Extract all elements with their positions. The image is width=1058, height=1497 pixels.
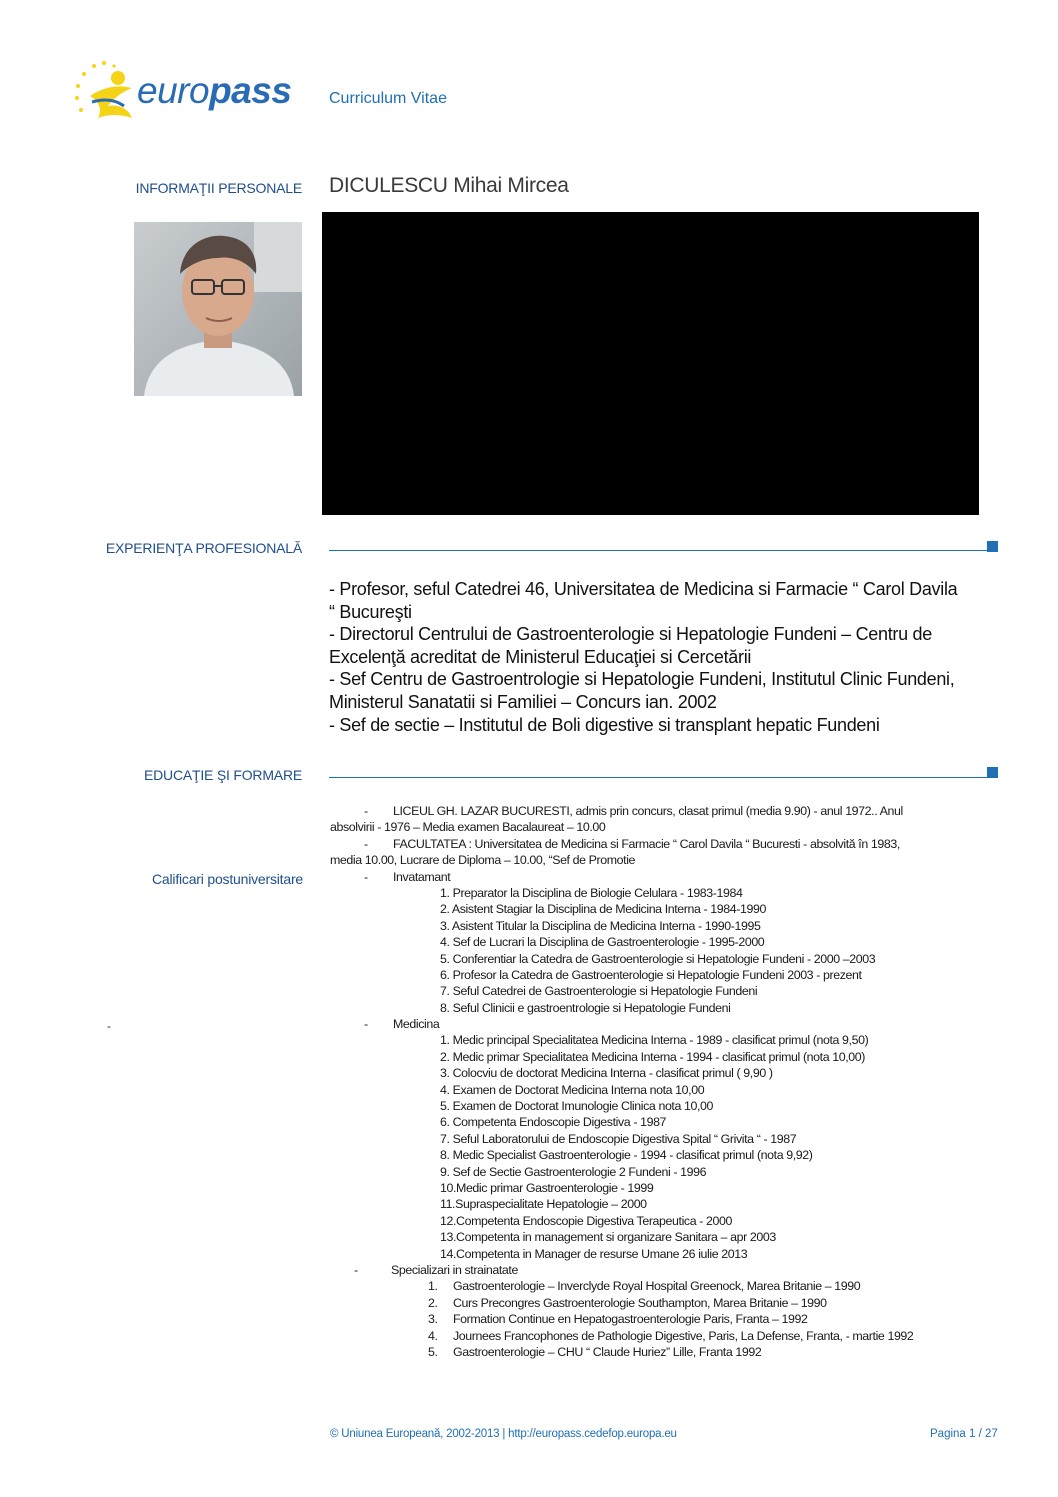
invatamant-item: 5. Conferentiar la Catedra de Gastroenterologie si Hepatologie Fundeni - 2000 –2003 xyxy=(440,951,876,966)
bullet-dash: - xyxy=(364,836,368,851)
list-item xyxy=(330,1147,1010,1163)
list-item xyxy=(330,1131,1010,1147)
full-name: DICULESCU Mihai Mircea xyxy=(329,174,569,197)
medicina-heading xyxy=(330,1016,1010,1032)
medicina-item: 4. Examen de Doctorat Medicina Interna nota 10,00 xyxy=(440,1082,705,1097)
list-item xyxy=(330,1278,1010,1294)
invatamant-item: 6. Profesor la Catedra de Gastroenterologie si Hepatologie Fundeni 2003 - prezent xyxy=(440,967,862,982)
liceu-entry xyxy=(330,803,1010,819)
item-number: 5. xyxy=(428,1344,438,1359)
postgraduate-qualifications-label: Calificari postuniversitare xyxy=(152,871,303,887)
medicina-item: 5. Examen de Doctorat Imunologie Clinica nota 10,00 xyxy=(440,1099,714,1114)
experience-line: - Sef de sectie – Institutul de Boli digestive si transplant hepatic Fundeni xyxy=(329,714,880,735)
medicina-item: 9. Sef de Sectie Gastroenterologie 2 Fundeni - 1996 xyxy=(440,1164,707,1179)
medicina-item: 14.Competenta in Manager de resurse Umane 26 iulie 2013 xyxy=(440,1246,748,1261)
education-label: EDUCAŢIE ŞI FORMARE xyxy=(144,767,302,783)
experience-line: Ministerul Sanatatii si Familiei – Concurs ian. 2002 xyxy=(329,691,717,712)
invatamant-heading xyxy=(330,869,1010,885)
item-number: 4. xyxy=(428,1328,438,1343)
education-divider xyxy=(329,777,987,778)
footer-copyright-link[interactable]: © Uniunea Europeană, 2002-2013 | http://europass.cedefop.europa.eu xyxy=(330,1428,677,1440)
margin-dash: - xyxy=(107,1019,111,1033)
europass-logo-text xyxy=(137,70,291,112)
medicina-item: 8. Medic Specialist Gastroenterologie - 1994 - clasificat primul (nota 9,92) xyxy=(440,1148,813,1163)
list-item xyxy=(330,1196,1010,1212)
strainatate-item: Curs Precongres Gastroenterologie Southampton, Marea Britanie – 1990 xyxy=(453,1295,827,1310)
strainatate-item: Formation Continue en Hepatogastroenterologie Paris, Franta – 1992 xyxy=(453,1312,808,1327)
strainatate-item: Journees Francophones de Pathologie Digestive, Paris, La Defense, Franta, - martie 1992 xyxy=(453,1328,914,1343)
medicina-item: 10.Medic primar Gastroenterologie - 1999 xyxy=(440,1180,654,1195)
facultate-text: FACULTATEA : Universitatea de Medicina si Farmacie “ Carol Davila “ Bucuresti - absolvită în 1983, xyxy=(393,836,900,851)
redacted-contact-block xyxy=(322,212,979,515)
list-item xyxy=(330,967,1010,983)
list-item xyxy=(330,918,1010,934)
page-number: Pagina 1 / 27 xyxy=(930,1428,998,1440)
medicina-item: 1. Medic principal Specialitatea Medicina Interna - 1989 - clasificat primul (nota 9,50) xyxy=(440,1033,869,1048)
invatamant-item: 8. Seful Clinicii e gastroentrologie si Hepatologie Fundeni xyxy=(440,1000,731,1015)
facultate-entry-cont: media 10.00, Lucrare de Diploma – 10.00, “Sef de Promotie xyxy=(330,853,636,868)
invatamant-item: 7. Seful Catedrei de Gastroenterologie si Hepatologie Fundeni xyxy=(440,984,758,999)
invatamant-item: 1. Preparator la Disciplina de Biologie Celulara - 1983-1984 xyxy=(440,885,743,900)
bullet-dash: - xyxy=(364,869,368,884)
list-item xyxy=(330,1295,1010,1311)
list-item xyxy=(330,1344,1010,1360)
liceu-entry-cont: absolvirii - 1976 – Media examen Bacalaureat – 10.00 xyxy=(330,820,606,835)
experience-line: “ Bucureşti xyxy=(329,601,412,622)
experience-line: - Sef Centru de Gastroentrologie si Hepatologie Fundeni, Institutul Clinic Fundeni, xyxy=(329,669,955,690)
bullet-dash: - xyxy=(364,1017,368,1032)
invatamant-item: 3. Asistent Titular la Disciplina de Medicina Interna - 1990-1995 xyxy=(440,918,761,933)
medicina-item: 6. Competenta Endoscopie Digestiva - 1987 xyxy=(440,1115,667,1130)
list-item xyxy=(330,885,1010,901)
experience-divider-square xyxy=(987,541,998,552)
experience-line: - Profesor, seful Catedrei 46, Universitatea de Medicina si Farmacie “ Carol Davila xyxy=(329,579,958,599)
medicina-item: 2. Medic primar Specialitatea Medicina Interna - 1994 - clasificat primul (nota 10,00) xyxy=(440,1049,865,1064)
list-item xyxy=(330,1000,1010,1016)
list-item xyxy=(330,1082,1010,1098)
invatamant-item: 4. Sef de Lucrari la Disciplina de Gastroenterologie - 1995-2000 xyxy=(440,935,765,950)
list-item xyxy=(330,901,1010,917)
medicina-title: Medicina xyxy=(393,1017,440,1032)
list-item xyxy=(330,1311,1010,1327)
medicina-item: 3. Colocviu de doctorat Medicina Interna - clasificat primul ( 9,90 ) xyxy=(440,1066,773,1081)
list-item xyxy=(330,1164,1010,1180)
list-item xyxy=(330,1114,1010,1130)
experience-label: EXPERIENŢA PROFESIONALĂ xyxy=(105,540,302,556)
list-item xyxy=(330,1098,1010,1114)
experience-list xyxy=(329,578,1009,736)
list-item xyxy=(330,1065,1010,1081)
list-item xyxy=(330,1213,1010,1229)
strainatate-title: Specializari in strainatate xyxy=(391,1262,518,1277)
list-item xyxy=(330,1246,1010,1262)
education-content xyxy=(330,803,1010,1360)
list-item xyxy=(330,934,1010,950)
strainatate-item: Gastroenterologie – CHU “ Claude Huriez” Lille, Franta 1992 xyxy=(453,1344,762,1359)
list-item xyxy=(330,1180,1010,1196)
portrait-image xyxy=(134,222,302,396)
invatamant-item: 2. Asistent Stagiar la Disciplina de Medicina Interna - 1984-1990 xyxy=(440,902,766,917)
strainatate-heading xyxy=(330,1262,1010,1278)
list-item xyxy=(330,1229,1010,1245)
list-item xyxy=(330,1049,1010,1065)
liceu-text: LICEUL GH. LAZAR BUCURESTI, admis prin concurs, clasat primul (media 9.90) - anul 1972.. Anul xyxy=(393,804,903,818)
bullet-dash: - xyxy=(364,804,368,818)
item-number: 3. xyxy=(428,1312,438,1327)
experience-line: Excelenţă acreditat de Ministerul Educaţiei si Cercetării xyxy=(329,646,752,667)
list-item xyxy=(330,1328,1010,1344)
logo-euro: euro xyxy=(137,70,210,111)
logo-pass: pass xyxy=(209,70,292,111)
list-item xyxy=(330,951,1010,967)
item-number: 1. xyxy=(428,1279,438,1294)
facultate-entry xyxy=(330,836,1010,852)
experience-line: - Directorul Centrului de Gastroenterologie si Hepatologie Fundeni – Centru de xyxy=(329,624,932,645)
item-number: 2. xyxy=(428,1295,438,1310)
list-item xyxy=(330,983,1010,999)
bullet-dash: - xyxy=(354,1262,358,1277)
strainatate-item: Gastroenterologie – Inverclyde Royal Hospital Greenock, Marea Britanie – 1990 xyxy=(453,1279,861,1294)
medicina-item: 13.Competenta in management si organizare Sanitara – apr 2003 xyxy=(440,1230,776,1245)
medicina-item: 12.Competenta Endoscopie Digestiva Terapeutica - 2000 xyxy=(440,1213,732,1228)
personal-info-label: INFORMAŢII PERSONALE xyxy=(135,180,302,196)
education-divider-square xyxy=(987,767,998,778)
experience-divider xyxy=(329,550,987,551)
medicina-item: 11.Supraspecialitate Hepatologie – 2000 xyxy=(440,1197,647,1212)
document-title: Curriculum Vitae xyxy=(329,90,447,107)
invatamant-title: Invatamant xyxy=(393,869,451,884)
list-item xyxy=(330,1032,1010,1048)
profile-photo xyxy=(134,222,302,396)
medicina-item: 7. Seful Laboratorului de Endoscopie Digestiva Spital “ Grivita “ - 1987 xyxy=(440,1131,797,1146)
